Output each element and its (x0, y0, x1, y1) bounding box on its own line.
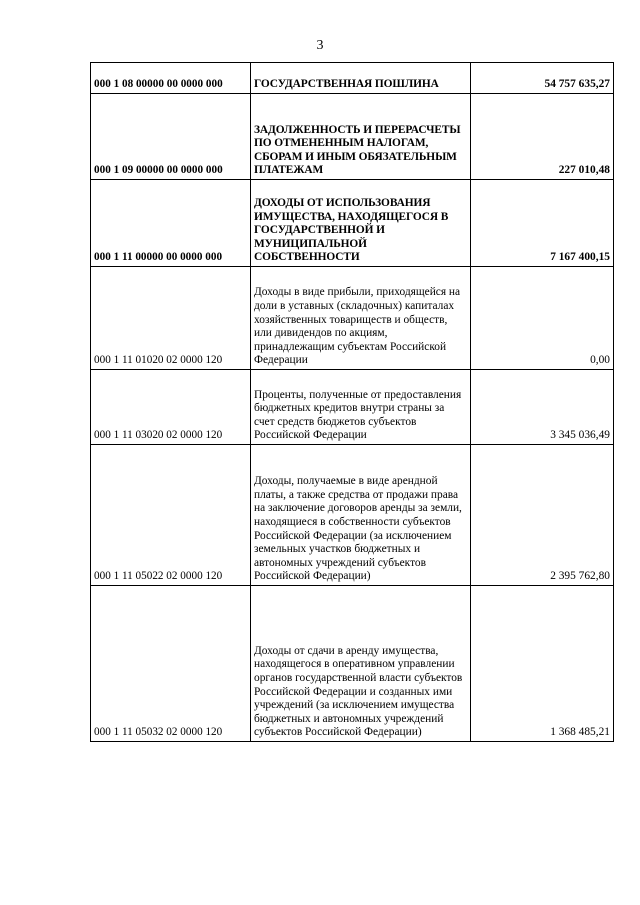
budget-code-cell: 000 1 11 05022 02 0000 120 (91, 445, 251, 586)
amount-cell: 227 010,48 (471, 94, 614, 180)
budget-code-cell: 000 1 11 03020 02 0000 120 (91, 370, 251, 445)
budget-code-cell: 000 1 11 01020 02 0000 120 (91, 267, 251, 370)
revenue-name-cell: ЗАДОЛЖЕННОСТЬ И ПЕРЕРАСЧЕТЫ ПО ОТМЕНЕННЫМ НАЛОГАМ, СБОРАМ И ИНЫМ ОБЯЗАТЕЛЬНЫМ ПЛАТЕЖАМ (251, 94, 471, 180)
amount-cell: 2 395 762,80 (471, 445, 614, 586)
revenue-name-cell: Доходы от сдачи в аренду имущества, находящегося в оперативном управлении органов государственной власти субъектов Российской Федерации и созданных ими учреждений (за исключением имущества бюджетных и автономных учреждений субъектов Российской Федерации) (251, 586, 471, 742)
budget-code-cell: 000 1 11 05032 02 0000 120 (91, 586, 251, 742)
amount-cell: 1 368 485,21 (471, 586, 614, 742)
table-row (91, 63, 614, 94)
table-row (91, 94, 614, 180)
revenue-table (90, 62, 614, 742)
amount-cell: 3 345 036,49 (471, 370, 614, 445)
page-number: 3 (316, 38, 324, 53)
table-row (91, 180, 614, 267)
revenue-name-cell: ГОСУДАРСТВЕННАЯ ПОШЛИНА (251, 63, 471, 94)
table-row (91, 586, 614, 742)
table-row (91, 370, 614, 445)
amount-cell: 0,00 (471, 267, 614, 370)
revenue-name-cell: Проценты, полученные от предоставления бюджетных кредитов внутри страны за счет средств бюджетов субъектов Российской Федерации (251, 370, 471, 445)
revenue-name-cell: Доходы в виде прибыли, приходящейся на доли в уставных (складочных) капиталах хозяйственных товариществ и обществ, или дивидендов по акциям, принадлежащим субъектам Российской Федерации (251, 267, 471, 370)
revenue-name-cell: Доходы, получаемые в виде арендной платы, а также средства от продажи права на заключение договоров аренды за земли, находящиеся в собственности субъектов Российской Федерации (за исключением земельных участков бюджетных и автономных учреждений субъектов Российской Федерации) (251, 445, 471, 586)
table-row (91, 267, 614, 370)
budget-code-cell: 000 1 08 00000 00 0000 000 (91, 63, 251, 94)
budget-code-cell: 000 1 11 00000 00 0000 000 (91, 180, 251, 267)
amount-cell: 54 757 635,27 (471, 63, 614, 94)
table-row (91, 445, 614, 586)
revenue-name-cell: ДОХОДЫ ОТ ИСПОЛЬЗОВАНИЯ ИМУЩЕСТВА, НАХОДЯЩЕГОСЯ В ГОСУДАРСТВЕННОЙ И МУНИЦИПАЛЬНОЙ СОБСТВЕННОСТИ (251, 180, 471, 267)
amount-cell: 7 167 400,15 (471, 180, 614, 267)
budget-code-cell: 000 1 09 00000 00 0000 000 (91, 94, 251, 180)
